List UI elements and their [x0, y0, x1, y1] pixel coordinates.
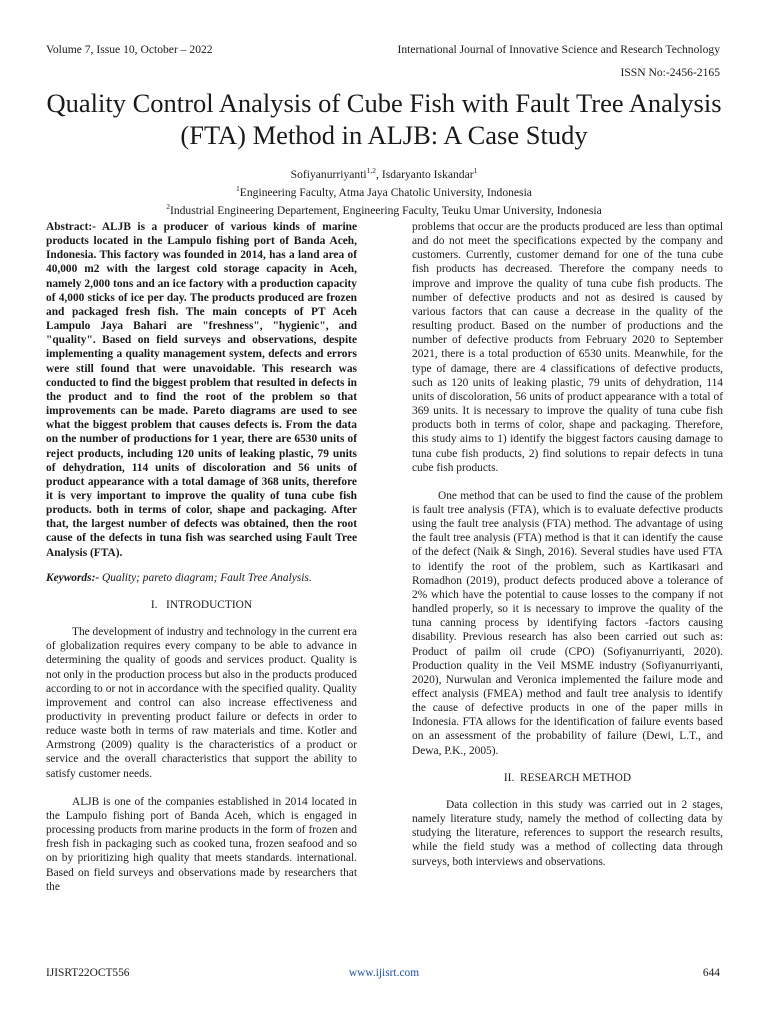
body-paragraph: problems that occur are the products produced are less than optimal and do not meet the specifications expected by the company and customers. Currently, customer demand for one of the tuna cube fish products has decreased. Therefore the company needs to improve and improve the quality of tuna cube fish products. The number of defective products and not as desired is caused by various factors that can cause a decrease in the quality of the resulting product. Based on the number of productions and the number of defective products from February 2020 to September 2021, there is a total production of 6530 units. Meanwhile, for the type of damage, there are 4 classifications of defective products, such as 120 units of leaking plastic, 79 units of dehydration, 114 units of discoloration, 56 units of product appearance with a total of 369 units. It is necessary to improve the quality of tuna cube fish products both in terms of color, shape and packaging. Therefore, this study aims to 1) identify the biggest factors causing damage to tuna cube fish products, 2) find solutions to repair defects in tuna cube fish products.	[412, 221, 723, 474]
affiliation-text: Industrial Engineering Departement, Engineering Faculty, Teuku Umar University, Indonesia	[169, 203, 602, 217]
page-number: 644	[702, 967, 720, 979]
author-superscript: 1,2	[366, 166, 377, 175]
keywords-label: Keywords:-	[46, 571, 100, 584]
author-superscript: 1	[473, 166, 478, 175]
section-heading-introduction: I. INTRODUCTION	[150, 598, 253, 611]
right-column	[412, 220, 723, 869]
author-line	[40, 164, 728, 182]
method-paragraph: Data collection in this study was carried out in 2 stages, namely literature study, namely the method of collecting data by studying the literature, references to support the research results, while the field study was a method of collecting data through surveys, both interviews and observations.	[412, 798, 723, 868]
author-block	[40, 164, 728, 218]
affiliation-1	[40, 182, 728, 200]
left-column	[46, 220, 357, 894]
journal-url-link[interactable]: www.ijisrt.com	[348, 967, 420, 979]
author-name: Isdaryanto Iskandar	[381, 167, 474, 181]
intro-paragraph: ALJB is one of the companies established in 2014 located in the Lampulo fishing port of Banda Aceh, which is engaged in processing products from marine products in the form of frozen and fresh fish in packaging such as cooked tuna, frozen seafood and so on by prioritizing high quality that meets standards. international. Based on field surveys and observations made by researchers that the	[46, 795, 357, 893]
journal-name: International Journal of Innovative Science and Research Technology	[397, 43, 720, 56]
keywords-text: Quality; pareto diagram; Fault Tree Analysis.	[99, 571, 312, 584]
affiliation-2	[40, 200, 728, 218]
author-separator: ,	[376, 167, 382, 181]
paper-title: Quality Control Analysis of Cube Fish with Fault Tree Analysis (FTA) Method in ALJB: A Case Study	[46, 88, 722, 150]
affiliation-text: Engineering Faculty, Atma Jaya Chatolic University, Indonesia	[239, 185, 532, 199]
issn-number: ISSN No:-2456-2165	[620, 66, 720, 79]
affiliation-superscript: 2	[166, 201, 170, 211]
abstract: Abstract:- ALJB is a producer of various kinds of marine products located in the Lampulo fishing port of Banda Aceh, Indonesia. This factory was founded in 2014, has a land area of 40,000 m2 with the largest cold storage capacity in Aceh, namely 2,000 tons and an ice factory with a production capacity of 4,000 sticks of ice per day. The products produced are frozen and packaged fresh fish. The main concepts of PT Aceh Lampulo Jaya Bahari are "freshness", "hygienic", and "quality". Based on field surveys and observations, despite implementing a quality management system, defects and errors were still found that were unavoidable. This research was conducted to find the biggest problem that resulted in defects in the product and to find the root of the problem so that improvements can be made. Pareto diagrams are used to see what the biggest problem that causes defects is. From the data on the number of productions for 1 year, there are 6530 units of reject products, including 120 units of leaking plastic, 79 units of dehydration, 114 units of discoloration and 56 units of product appearance with a total damage of 368 units, therefore it is very important to improve the quality of tuna cube fish products. both in terms of color, shape and packaging. After that, the largest number of defects was obtained, then the root cause of the defects in tuna fish was searched using Fault Tree Analysis (FTA).	[46, 221, 357, 559]
keywords	[46, 571, 357, 585]
volume-info: Volume 7, Issue 10, October – 2022	[46, 43, 213, 56]
intro-paragraph: The development of industry and technology in the current era of globalization requires every company to be able to advance in determining the quality of goods and services product. Quality is not only in the production process but also in the products produced according to or not in accordance with the specified quality. Quality improvement and control can also increase effectiveness and productivity in preventing product failure or defects in order to reduce waste both in terms of raw materials and time. Kotler and Armstrong (2009) quality is the characteristics of a product or service and the overall characteristics that support the ability to satisfy customer needs.	[46, 626, 357, 780]
paper-code: IJISRT22OCT556	[46, 967, 130, 979]
body-paragraph: One method that can be used to find the cause of the problem is fault tree analysis (FTA), which is to evaluate defective products using the fault tree analysis (FTA) method. The advantage of using the fault tree analysis (FTA) method is that it can identify the cause of the defect (Naik & Singh, 2016). Several studies have used FTA to identify the root of the problem, such as Kartikasari and Romadhon (2019), product defects produced above a tolerance of 2% which have the potential to cause losses to the company if not handled properly, so it is necessary to improve the quality of the tuna canning process by identifying factors -factors causing disability. Previous research has also been carried out such as: Product of pailm oil crude (CPO) (Sofiyanurriyanti, 2020). Production quality in the Veil MSME industry (Sofiyanurriyanti, 2020), Nurwulan and Veronica implemented the failure mode and effect analysis (FMEA) method and fault tree analysis to identify the cause of defective products in one of the paper mills in Indonesia. FTA allows for the identification of failure events based on an assessment of the probability of failure (Dewi, L.T., and Dewa, P.K., 2005).	[412, 489, 723, 757]
affiliation-superscript: 1	[236, 183, 240, 193]
section-heading-research-method: II. RESEARCH METHOD	[503, 771, 632, 784]
author-name: Sofiyanurriyanti	[290, 167, 367, 181]
